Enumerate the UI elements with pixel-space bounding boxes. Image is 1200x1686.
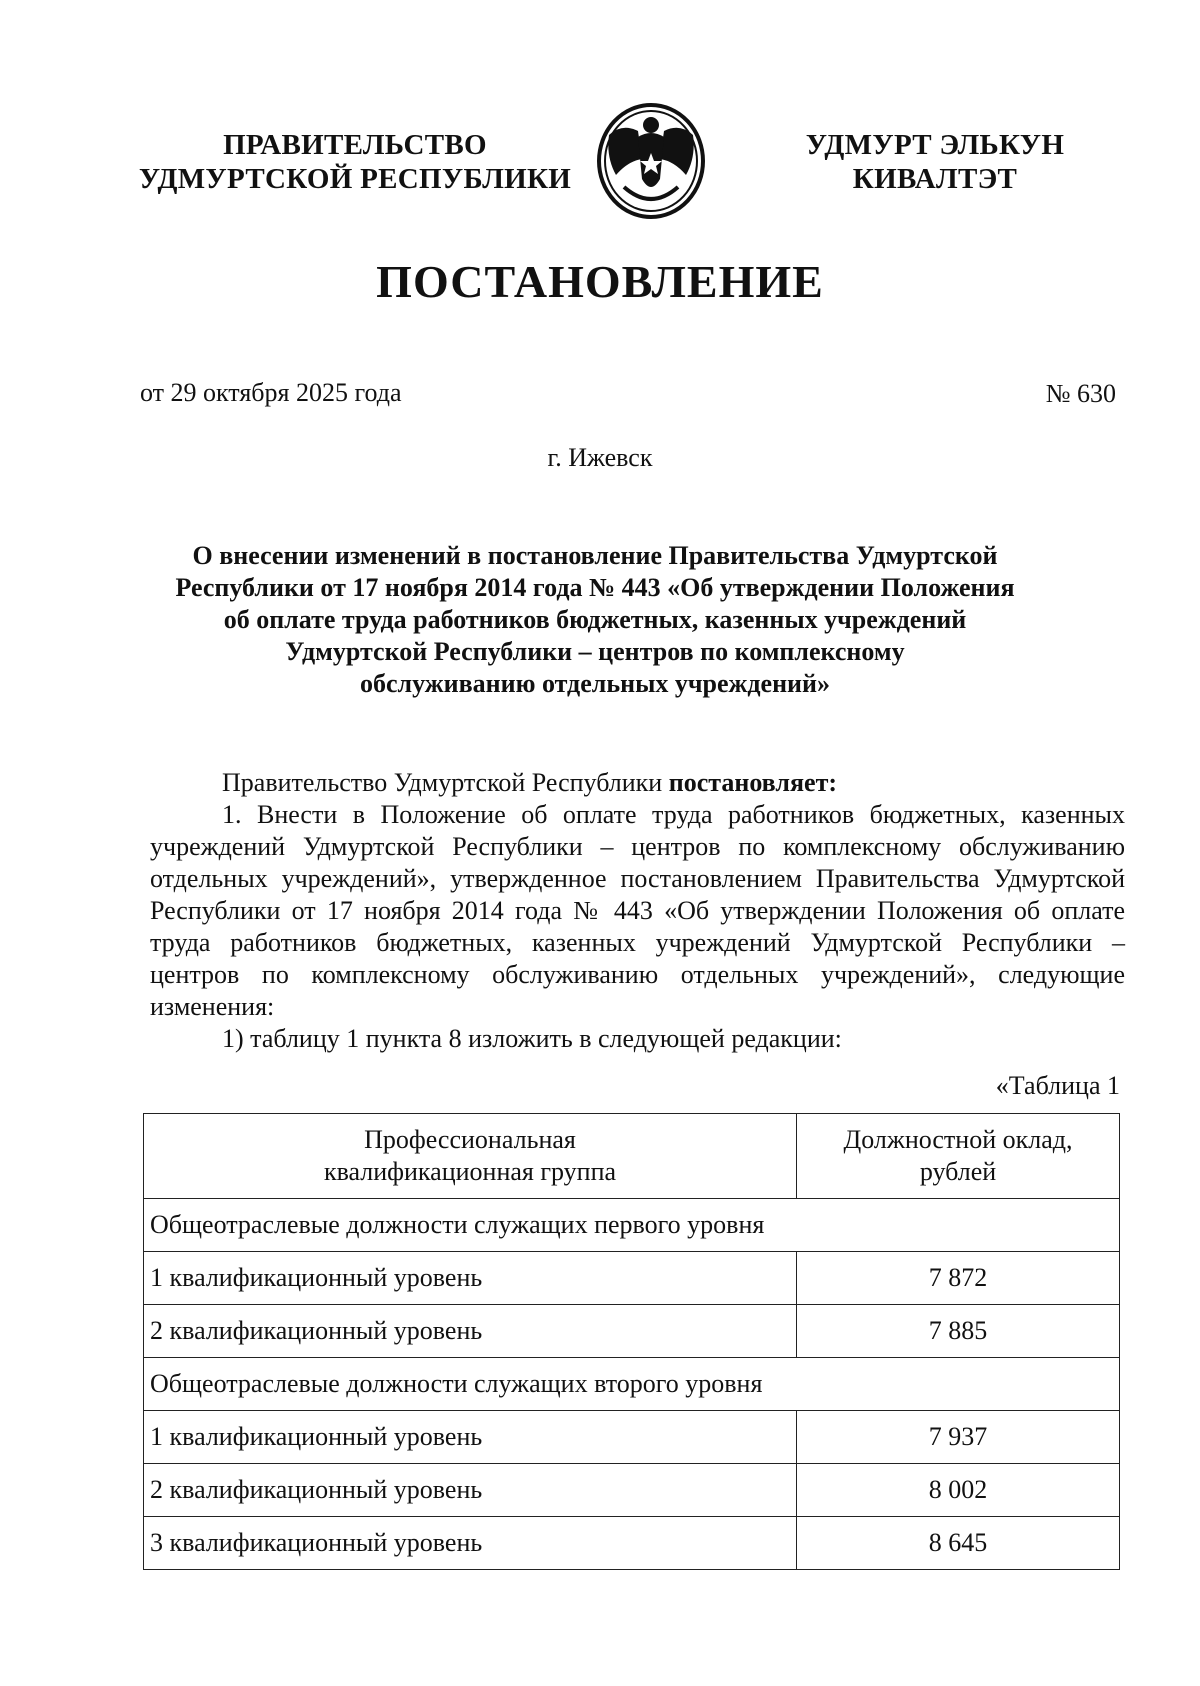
salary-value: 7 937	[797, 1411, 1120, 1464]
table-row	[144, 1305, 1120, 1358]
level-label: 1 квалификационный уровень	[144, 1252, 797, 1305]
table-header-row	[144, 1114, 1120, 1199]
header-col1-line2: квалификационная группа	[323, 1157, 617, 1186]
paragraph-2: 1) таблицу 1 пункта 8 изложить в следующей редакции:	[222, 1024, 842, 1053]
document-date: от 29 октября 2025 года	[140, 378, 402, 407]
intro-paragraph	[150, 767, 1125, 799]
table-row	[144, 1252, 1120, 1305]
salary-value: 7 885	[797, 1305, 1120, 1358]
salary-value: 8 002	[797, 1464, 1120, 1517]
header-col1-line1: Профессиональная	[364, 1125, 576, 1154]
table-header-group	[144, 1114, 797, 1199]
subject-line: Удмуртской Республики – центров по комплексному	[285, 637, 905, 666]
table-row	[144, 1517, 1120, 1570]
table-row	[144, 1411, 1120, 1464]
table-header-salary	[797, 1114, 1120, 1199]
document-city: г. Ижевск	[547, 443, 653, 472]
government-name-ru	[120, 128, 590, 196]
salary-value: 8 645	[797, 1517, 1120, 1570]
group-label: Общеотраслевые должности служащих второго уровня	[144, 1358, 1120, 1411]
paragraph-1: 1. Внести в Положение об оплате труда работников бюджетных, казенных учреждений Удмуртской Республики – центров по комплексному обслуживанию отдельных учреждений», утвержденное постановлением Правительства Удмуртской Республики от 17 ноября 2014 года № 443 «Об утверждении Положения об оплате труда работников бюджетных, казенных учреждений Удмуртской Республики – центров по комплексному обслуживанию отдельных учреждений», следующие изменения:	[150, 800, 1125, 1021]
government-name-line2: УДМУРТСКОЙ РЕСПУБЛИКИ	[138, 163, 572, 195]
document-subject	[150, 540, 1040, 700]
table-group-row	[144, 1358, 1120, 1411]
government-name-line1: ПРАВИТЕЛЬСТВО	[223, 129, 487, 161]
level-label: 2 квалификационный уровень	[144, 1305, 797, 1358]
level-label: 1 квалификационный уровень	[144, 1411, 797, 1464]
subject-line: О внесении изменений в постановление Правительства Удмуртской	[192, 541, 998, 570]
table-group-row	[144, 1199, 1120, 1252]
subject-line: Республики от 17 ноября 2014 года № 443 «Об утверждении Положения	[175, 573, 1015, 602]
table-row	[144, 1464, 1120, 1517]
subject-line: об оплате труда работников бюджетных, казенных учреждений	[223, 605, 967, 634]
government-name-udm	[770, 128, 1100, 196]
intro-text: Правительство Удмуртской Республики	[222, 768, 669, 797]
header-col2-line1: Должностной оклад,	[843, 1125, 1073, 1154]
header-col2-line2: рублей	[919, 1157, 997, 1186]
salary-table	[143, 1113, 1120, 1570]
document-title: ПОСТАНОВЛЕНИЕ	[376, 256, 824, 307]
intro-verb: постановляет:	[668, 768, 837, 797]
table-caption: «Таблица 1	[995, 1071, 1120, 1100]
level-label: 2 квалификационный уровень	[144, 1464, 797, 1517]
coat-of-arms-emblem	[594, 101, 708, 221]
group-label: Общеотраслевые должности служащих первого уровня	[144, 1199, 1120, 1252]
document-number: № 630	[1045, 379, 1116, 408]
level-label: 3 квалификационный уровень	[144, 1517, 797, 1570]
salary-value: 7 872	[797, 1252, 1120, 1305]
document-body	[150, 767, 1125, 1055]
government-name-udm-line2: КИВАЛТЭТ	[852, 163, 1018, 195]
government-name-udm-line1: УДМУРТ ЭЛЬКУН	[805, 129, 1065, 161]
subject-line: обслуживанию отдельных учреждений»	[359, 669, 831, 698]
